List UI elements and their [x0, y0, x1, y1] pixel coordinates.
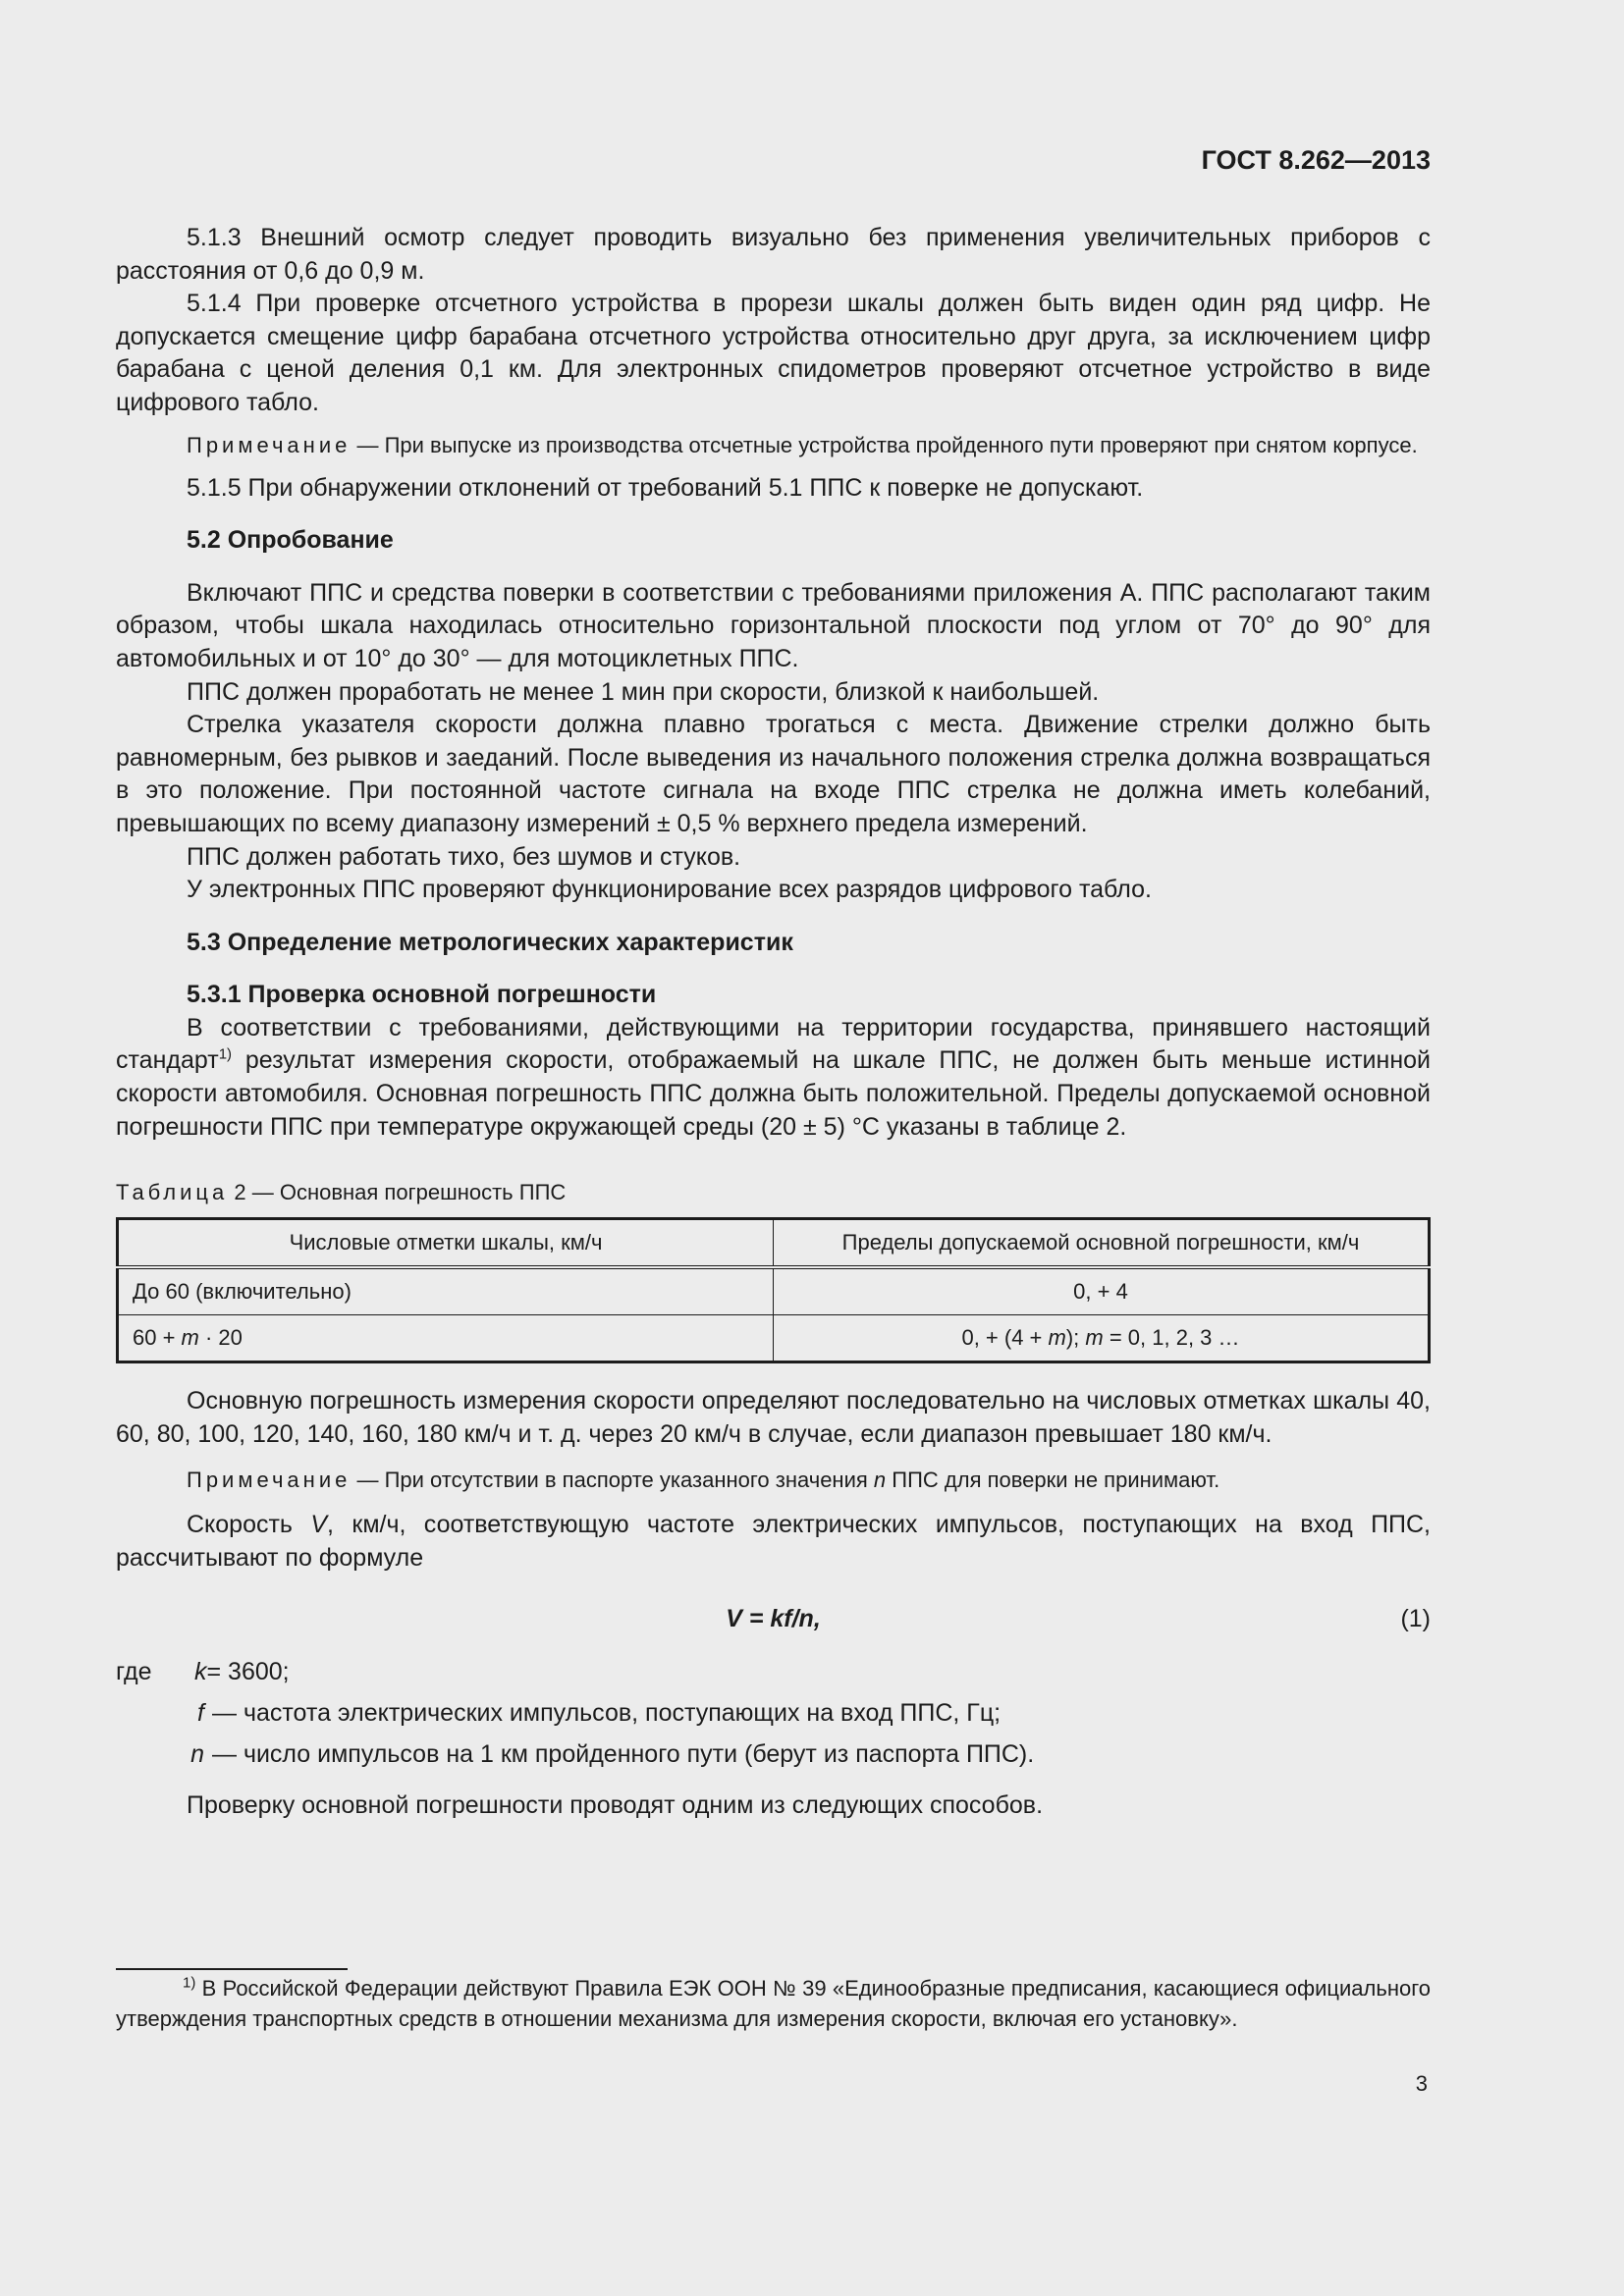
table-row: [118, 1315, 1430, 1362]
methods-para: Проверку основной погрешности проводят одним из следующих способов.: [187, 1790, 1044, 1819]
document-body: [116, 222, 1431, 1822]
heading-5-3: 5.3 Определение метрологических характеристик: [187, 928, 793, 956]
clause-5-1-5: 5.1.5 При обнаружении отклонений от требований 5.1 ППС к поверке не допускают.: [187, 473, 1144, 502]
table-cell: 0, + 4: [774, 1267, 1430, 1315]
section-5-2-para: ППС должен проработать не менее 1 мин при скорости, близкой к наибольшей.: [187, 677, 1100, 706]
table-cell: 0, + (4 + m); m = 0, 1, 2, 3 …: [774, 1315, 1430, 1362]
clause-5-1-3: 5.1.3 Внешний осмотр следует проводить визуально без применения увеличительных приборов с расстояния от 0,6 до 0,9 м.: [116, 224, 1431, 285]
table-cell: 60 + m · 20: [118, 1315, 774, 1362]
heading-5-2: 5.2 Опробование: [187, 526, 394, 555]
page-number: 3: [1415, 2071, 1428, 2096]
error-limits-table: [116, 1217, 1431, 1363]
table-cell: До 60 (включительно): [118, 1267, 774, 1315]
clause-5-1-4: 5.1.4 При проверке отсчетного устройства в прорези шкалы должен быть виден один ряд цифр. Не допускается смещение цифр барабана отсчетного устройства относительно друг друга, за исключением цифр барабана с ценой деления 0,1 км. Для электронных спидометров проверяют отсчетное устройство в виде цифрового табло.: [116, 290, 1431, 416]
note-1: [116, 430, 1431, 460]
measurement-points-para: Основную погрешность измерения скорости определяют последовательно на числовых отметках шкалы 40, 60, 80, 100, 120, 140, 160, 180 км/ч и т. д. через 20 км/ч в случае, если диапазон превышает 180 км/ч.: [116, 1387, 1431, 1448]
footnote-ref: 1): [218, 1046, 233, 1064]
definition-k: где k = 3600;: [116, 1657, 290, 1685]
column-header: Числовые отметки шкалы, км/ч: [118, 1219, 774, 1268]
formula-definitions: [116, 1652, 1431, 1776]
column-header: Пределы допускаемой основной погрешности, км/ч: [774, 1219, 1430, 1268]
section-5-2-para: У электронных ППС проверяют функционирование всех разрядов цифрового табло.: [187, 876, 1152, 904]
note-text: — При выпуске из производства отсчетные устройства пройденного пути проверяют при снятом корпусе.: [351, 432, 1418, 457]
note-2: Примечание — При отсутствии в паспорте указанного значения n ППС для поверки не принимают.: [187, 1468, 1220, 1493]
clause-5-3-1-para: В соответствии с требованиями, действующими на территории государства, принявшего настоящий стандарт$^{1)}$ результат измерения скорости, отображаемый на шкале ППС, не должен быть меньше истинной скорости автомобиля. Основная погрешность ППС должна быть положительной. Пределы допускаемой основной погрешности ППС при температуре окружающей среды (20 ± 5) °С указаны в таблице 2.: [116, 1013, 1431, 1141]
table-header-row: [118, 1219, 1430, 1268]
formula-1: [116, 1599, 1431, 1638]
footnote: $^{1)}$ В Российской Федерации действуют Правила ЕЭК ООН № 39 «Единообразные предписания, касающиеся официального утверждения транспортных средств в отношении механизма для измерения скорости, включая его установку».: [116, 1974, 1431, 2031]
table-row: [118, 1267, 1430, 1315]
formula-number: (1): [1400, 1604, 1431, 1632]
speed-formula-intro: Скорость V, км/ч, соответствующую частоте электрических импульсов, поступающих на вход ППС, рассчитывают по формуле: [116, 1511, 1432, 1573]
section-5-2-para: ППС должен работать тихо, без шумов и стуков.: [187, 842, 741, 871]
note-label: Примечание: [187, 432, 352, 457]
heading-5-3-1: 5.3.1 Проверка основной погрешности: [187, 981, 657, 1009]
definition-f: f — частота электрических импульсов, поступающих на вход ППС, Гц;: [197, 1698, 1001, 1727]
formula-expression: V = kf/n,: [726, 1604, 821, 1632]
definition-n: n — число импульсов на 1 км пройденного пути (берут из паспорта ППС).: [190, 1739, 1035, 1768]
section-5-2-para: Стрелка указателя скорости должна плавно трогаться с места. Движение стрелки должно быть равномерным, без рывков и заеданий. После выведения из начального положения стрелка должна возвращаться в это положение. При постоянной частоте сигнала на входе ППС стрелка не должна иметь колебаний, превышающих по всему диапазону измерений ± 0,5 % верхнего предела измерений.: [116, 711, 1431, 837]
section-5-2-para: Включают ППС и средства поверки в соответствии с требованиями приложения А. ППС располагают таким образом, чтобы шкала находилась относительно горизонтальной плоскости под углом от 70° до 90° для автомобильных и от 10° до 30° — для мотоциклетных ППС.: [116, 578, 1431, 672]
document-code: ГОСТ 8.262—2013: [1201, 145, 1431, 175]
footnote-divider: [116, 1968, 348, 1970]
table-caption: Таблица 2 — Основная погрешность ППС: [116, 1180, 567, 1205]
